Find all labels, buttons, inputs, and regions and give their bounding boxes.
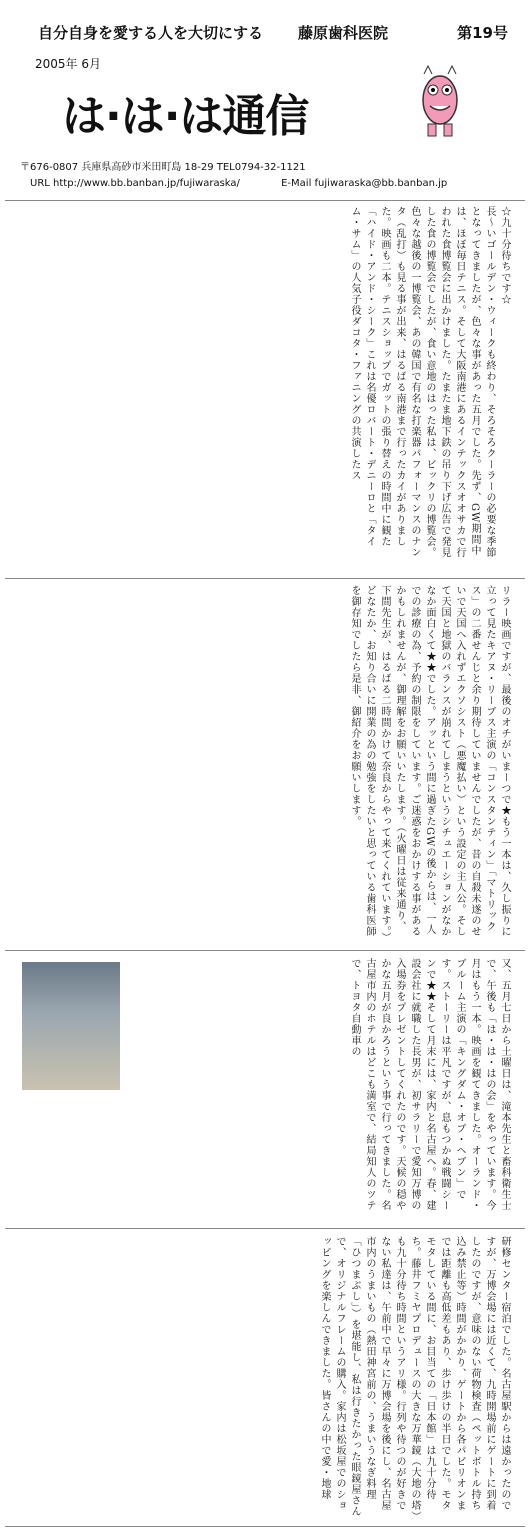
header-line — [38, 22, 508, 43]
divider — [5, 1228, 525, 1229]
expo-photo — [22, 962, 120, 1090]
divider — [5, 1526, 525, 1527]
article-expo-part2: 研修センター宿泊でした。名古屋駅からは遠かったのですが、万博会場には近くて、九時開場前にゲートに到着したのですが、意味のない荷物検査（ペットボトル持ち込み禁止等）時間がかかり、ゲートから各パビリオンまでは距離も高低差もあり、歩け歩けの半日でした。モタモタしている間に、お目当ての「日本館」は九十分待ち。藤井フミヤプロデュースの大きな万華鏡（大地の塔）も九十分待ち時間というアリ様。行列や待つのが好きでない私達は、午前中で早々に万博会場を後にし、名古屋市内のうまいもの（熱田神宮前の、うまいうなぎ料理「ひつまぶし」）を堪能し、私は行きたかった眼鏡屋さんで、オリジナルフレームの購入。家内は松坂屋でのショッピングを楽しんできました。皆さんの中で愛・地球 — [319, 1236, 510, 1517]
article-expo-part1: 又、五月七日から土曜日は、滝本先生と畜科衛生士で、午後も「は・は・はの会」をやっています。今月はもう一本。映画を観てきました。オーランド・ブルーム主演の「キングダム・オブ・ヘブン」です。ストーリーは平凡ですが、息もつかぬ戦闘シーンで★★そして月末には、家内と名古屋へ。春、建設会社に就職した長男が、初サラリーで愛知万博の入場券をプレゼントしてくれたのです。天候の穏やかな五月が良かろうという事で行ってきました。名古屋市内のホテルはどこも満室で、結局知人のツテで、トヨタ自動車の — [349, 958, 510, 1211]
address-line: 〒676-0807 兵庫県高砂市米田町島 18-29 TEL0794-32-1121 — [20, 162, 306, 173]
mascot-illustration — [410, 62, 470, 140]
divider — [5, 578, 525, 579]
divider — [5, 950, 525, 951]
clinic-name: 藤原歯科医院 — [298, 24, 389, 42]
email-link[interactable]: E-Mail fujiwaraska@bb.banban.jp — [281, 178, 448, 189]
contact-line — [30, 178, 447, 189]
article-gw-part2: リラー映画ですが、最後のオチがいまーつで★もう一本は、久し振りに立って見たキアヌ・リーブス主演の「コンスタンティン」「マトリックス」の二番せんじと余り期待していませんでしたが、昔の自殺未遂のせいで天国へ入れずエクソシスト（悪魔払い）という設定の主人公。そして天国と地獄のバランスが崩れてしまうというシチュエーションがなかなか面白くて★★でした。アッという間に過ぎたGWの後からは、一人での診療の為、予約の制限をしています。ご迷惑をおかけする事があるかもしれませんが、御理解をお願いいたします。（火曜日は従来通り、下間先生が、はるばる二時間かけて奈良からやって来てくれています。）どなたか、お知り合いに開業の為の勉強をしたいと思っている歯科医師を御存知でしたら是非、御紹介をお願いします。 — [349, 585, 510, 938]
issue-date: 2005年 6月 — [35, 57, 101, 71]
slogan: 自分自身を愛する人を大切にする — [38, 24, 264, 42]
issue-number: 第19号 — [457, 24, 508, 42]
website-link[interactable]: URL http://www.bb.banban.jp/fujiwaraska/ — [30, 178, 240, 189]
divider — [5, 200, 525, 201]
article-gw-part1: ☆九十分待ちです☆ 長～いゴールデン・ウィークも終わり、そろそろクーラーの必要な季節となってきましたが、色々な事があった五月でした。先ず、GW期間中は、ほぼ毎日テニス。そして大阪南港にあるインテックスオオサカで行われた食博覧会に出かけました。たまたま地下鉄の吊り下げ広告で発見した食の博覧会でしたが、食い意地のはった私は、ビックリの博覧会。色々な越後の一博覧会、あの韓国で有名な打楽器パフォーマンスのナンタ（乱打）も見る事が出来、はるばる南港まで行ったカイがありました。映画も二本。テニスショップでガットの張り替えの時間中に観た「ハイド・アンド・シーク」これは名優ロバート・デニーロと「タイム・サム」の人気子役ダコタ・ファニングの共演したス — [349, 206, 510, 558]
newsletter-title: は·は·は通信 — [62, 91, 309, 142]
